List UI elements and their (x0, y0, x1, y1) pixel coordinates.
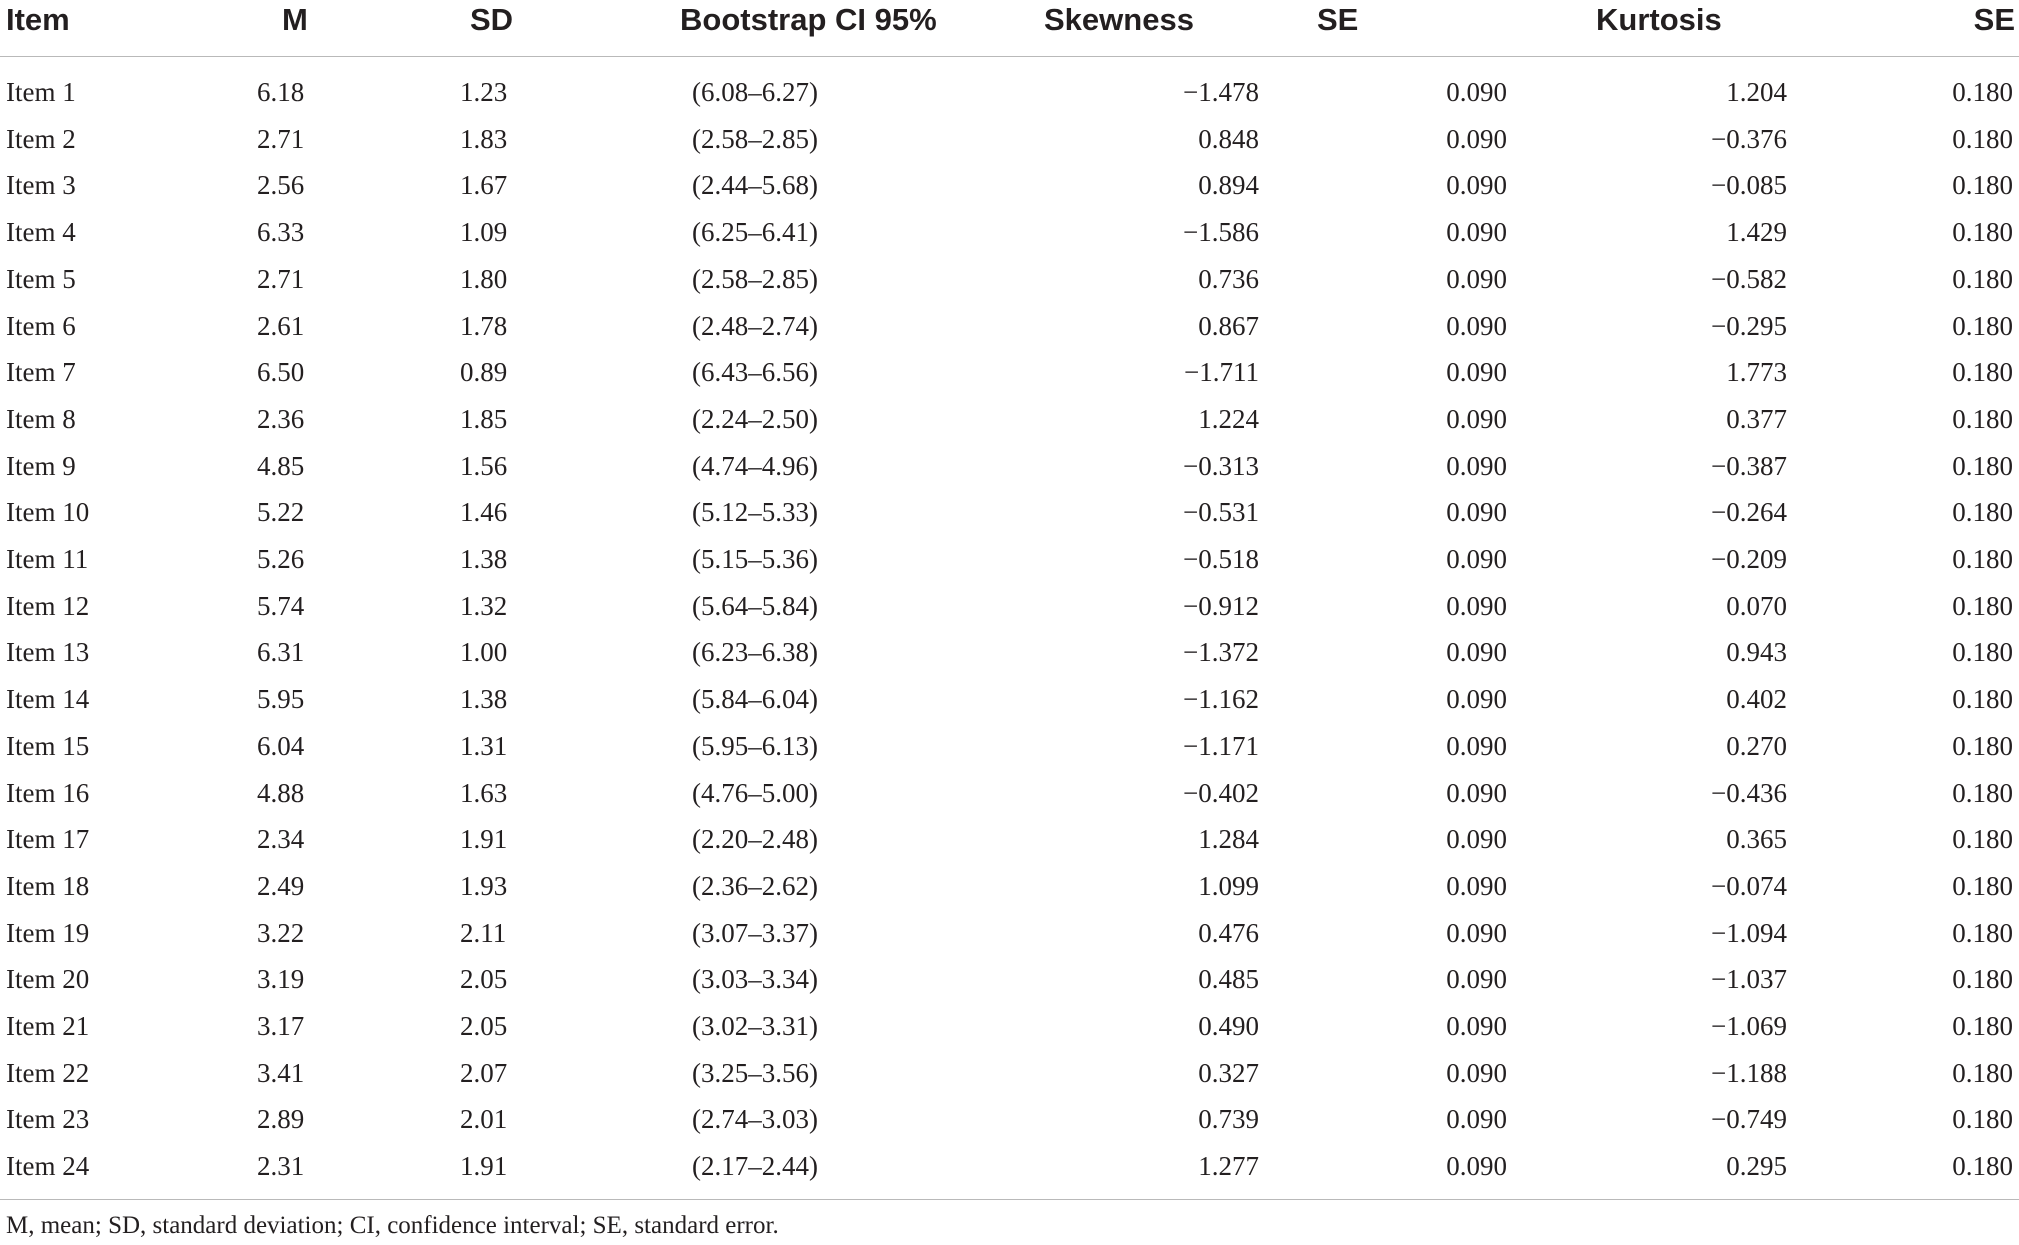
table-row (0, 536, 2019, 583)
cell-bootstrap-ci: (3.03–3.34) (692, 964, 818, 995)
cell-mean: 2.89 (257, 1104, 305, 1135)
cell-se-skewness: 0.090 (1446, 1151, 1507, 1182)
cell-sd: 1.80 (460, 263, 508, 294)
header-item: Item (0, 0, 210, 57)
cell-se-kurtosis: 0.180 (1952, 964, 2013, 995)
cell-se-skewness: 0.090 (1446, 684, 1507, 715)
cell-sd: 2.07 (460, 1057, 508, 1088)
table-row (0, 116, 2019, 163)
cell-kurtosis: −0.376 (1711, 123, 1787, 154)
cell-kurtosis: 0.070 (1726, 590, 1787, 621)
cell-kurtosis: 1.204 (1726, 77, 1787, 107)
cell-mean: 5.26 (257, 544, 305, 575)
cell-mean: 6.50 (257, 357, 305, 388)
header-kurtosis: Kurtosis (1519, 0, 1789, 57)
table-row (0, 863, 2019, 910)
cell-item: Item 20 (6, 964, 90, 995)
cell-bootstrap-ci: (4.74–4.96) (692, 450, 818, 481)
cell-se-kurtosis: 0.180 (1952, 77, 2013, 107)
cell-bootstrap-ci: (5.84–6.04) (692, 684, 818, 715)
cell-mean: 2.49 (257, 870, 305, 901)
cell-se-kurtosis: 0.180 (1952, 1057, 2013, 1088)
cell-item: Item 12 (6, 590, 90, 621)
header-se-kurtosis: SE (1789, 0, 2019, 57)
cell-se-kurtosis: 0.180 (1952, 684, 2013, 715)
cell-mean: 3.17 (257, 1011, 305, 1042)
cell-se-skewness: 0.090 (1446, 824, 1507, 855)
cell-se-kurtosis: 0.180 (1952, 497, 2013, 528)
cell-skewness: −1.711 (1184, 357, 1259, 388)
table-row (0, 1096, 2019, 1143)
table-row (0, 303, 2019, 350)
cell-se-kurtosis: 0.180 (1952, 1151, 2013, 1182)
cell-bootstrap-ci: (5.12–5.33) (692, 497, 818, 528)
cell-kurtosis: −0.264 (1711, 497, 1787, 528)
cell-se-kurtosis: 0.180 (1952, 870, 2013, 901)
cell-mean: 2.71 (257, 123, 305, 154)
cell-item: Item 10 (6, 497, 90, 528)
cell-kurtosis: 1.773 (1726, 357, 1787, 388)
cell-mean: 6.31 (257, 637, 305, 668)
cell-mean: 6.18 (257, 77, 305, 107)
table-row (0, 723, 2019, 770)
cell-se-skewness: 0.090 (1446, 637, 1507, 668)
cell-se-skewness: 0.090 (1446, 1057, 1507, 1088)
cell-se-kurtosis: 0.180 (1952, 170, 2013, 201)
table-row (0, 396, 2019, 443)
cell-skewness: 0.739 (1198, 1104, 1259, 1135)
cell-se-kurtosis: 0.180 (1952, 777, 2013, 808)
cell-mean: 2.56 (257, 170, 305, 201)
cell-bootstrap-ci: (2.20–2.48) (692, 824, 818, 855)
cell-item: Item 7 (6, 357, 76, 388)
cell-item: Item 19 (6, 917, 90, 948)
cell-kurtosis: −0.074 (1711, 870, 1787, 901)
cell-item: Item 15 (6, 730, 90, 761)
cell-kurtosis: 0.295 (1726, 1151, 1787, 1182)
cell-item: Item 11 (6, 544, 89, 575)
cell-kurtosis: 0.377 (1726, 403, 1787, 434)
cell-skewness: −0.531 (1183, 497, 1259, 528)
cell-mean: 2.31 (257, 1151, 305, 1182)
cell-se-skewness: 0.090 (1446, 497, 1507, 528)
cell-se-kurtosis: 0.180 (1952, 357, 2013, 388)
table-row (0, 1003, 2019, 1050)
cell-bootstrap-ci: (2.24–2.50) (692, 403, 818, 434)
cell-skewness: −1.586 (1183, 217, 1259, 248)
table-row (0, 956, 2019, 1003)
cell-kurtosis: −0.582 (1711, 263, 1787, 294)
cell-item: Item 13 (6, 637, 90, 668)
cell-mean: 2.61 (257, 310, 305, 341)
cell-se-kurtosis: 0.180 (1952, 123, 2013, 154)
cell-sd: 1.38 (460, 684, 508, 715)
cell-item: Item 1 (6, 77, 76, 107)
cell-item: Item 6 (6, 310, 76, 341)
header-mean: M (210, 0, 390, 57)
cell-skewness: −1.372 (1183, 637, 1259, 668)
cell-bootstrap-ci: (3.25–3.56) (692, 1057, 818, 1088)
cell-se-skewness: 0.090 (1446, 450, 1507, 481)
cell-se-skewness: 0.090 (1446, 263, 1507, 294)
cell-skewness: 0.327 (1198, 1057, 1259, 1088)
cell-bootstrap-ci: (5.95–6.13) (692, 730, 818, 761)
table-row (0, 1050, 2019, 1097)
cell-kurtosis: −0.209 (1711, 544, 1787, 575)
cell-sd: 1.31 (460, 730, 508, 761)
cell-kurtosis: −0.436 (1711, 777, 1787, 808)
cell-sd: 1.32 (460, 590, 508, 621)
cell-item: Item 16 (6, 777, 90, 808)
cell-bootstrap-ci: (2.17–2.44) (692, 1151, 818, 1182)
cell-se-kurtosis: 0.180 (1952, 450, 2013, 481)
cell-bootstrap-ci: (6.08–6.27) (692, 77, 818, 107)
cell-se-skewness: 0.090 (1446, 544, 1507, 575)
cell-bootstrap-ci: (4.76–5.00) (692, 777, 818, 808)
cell-se-kurtosis: 0.180 (1952, 917, 2013, 948)
table-row (0, 816, 2019, 863)
cell-se-kurtosis: 0.180 (1952, 217, 2013, 248)
cell-kurtosis: −1.188 (1711, 1057, 1787, 1088)
table-header (0, 0, 2019, 57)
cell-mean: 2.36 (257, 403, 305, 434)
cell-bootstrap-ci: (5.64–5.84) (692, 590, 818, 621)
cell-se-skewness: 0.090 (1446, 870, 1507, 901)
cell-kurtosis: −1.037 (1711, 964, 1787, 995)
cell-item: Item 22 (6, 1057, 90, 1088)
cell-kurtosis: −0.295 (1711, 310, 1787, 341)
cell-sd: 1.67 (460, 170, 508, 201)
cell-bootstrap-ci: (3.02–3.31) (692, 1011, 818, 1042)
cell-mean: 5.22 (257, 497, 305, 528)
cell-se-kurtosis: 0.180 (1952, 1104, 2013, 1135)
cell-mean: 3.19 (257, 964, 305, 995)
cell-bootstrap-ci: (2.44–5.68) (692, 170, 818, 201)
cell-sd: 0.89 (460, 357, 508, 388)
cell-sd: 1.91 (460, 824, 508, 855)
cell-se-skewness: 0.090 (1446, 310, 1507, 341)
cell-item: Item 2 (6, 123, 76, 154)
cell-sd: 1.09 (460, 217, 508, 248)
cell-bootstrap-ci: (6.25–6.41) (692, 217, 818, 248)
cell-kurtosis: −0.387 (1711, 450, 1787, 481)
cell-se-skewness: 0.090 (1446, 1104, 1507, 1135)
cell-se-skewness: 0.090 (1446, 170, 1507, 201)
cell-bootstrap-ci: (6.23–6.38) (692, 637, 818, 668)
cell-bootstrap-ci: (5.15–5.36) (692, 544, 818, 575)
cell-se-skewness: 0.090 (1446, 1011, 1507, 1042)
cell-skewness: 0.894 (1198, 170, 1259, 201)
table-body (0, 57, 2019, 1190)
table-row (0, 770, 2019, 817)
cell-se-kurtosis: 0.180 (1952, 730, 2013, 761)
cell-sd: 1.83 (460, 123, 508, 154)
cell-kurtosis: 0.402 (1726, 684, 1787, 715)
table-row (0, 910, 2019, 957)
cell-se-kurtosis: 0.180 (1952, 403, 2013, 434)
cell-skewness: 1.224 (1198, 403, 1259, 434)
cell-mean: 6.33 (257, 217, 305, 248)
cell-bootstrap-ci: (2.48–2.74) (692, 310, 818, 341)
cell-mean: 4.85 (257, 450, 305, 481)
table-footnote: M, mean; SD, standard deviation; CI, confidence interval; SE, standard error. (6, 1212, 779, 1239)
cell-bootstrap-ci: (6.43–6.56) (692, 357, 818, 388)
table-row (0, 57, 2019, 116)
cell-skewness: −1.162 (1183, 684, 1259, 715)
cell-se-kurtosis: 0.180 (1952, 1011, 2013, 1042)
header-sd: SD (390, 0, 610, 57)
cell-kurtosis: −0.749 (1711, 1104, 1787, 1135)
cell-sd: 1.46 (460, 497, 508, 528)
cell-mean: 6.04 (257, 730, 305, 761)
table-row (0, 256, 2019, 303)
cell-se-skewness: 0.090 (1446, 777, 1507, 808)
table-row (0, 629, 2019, 676)
cell-skewness: −1.171 (1183, 730, 1259, 761)
cell-se-kurtosis: 0.180 (1952, 824, 2013, 855)
table-row (0, 443, 2019, 490)
cell-sd: 2.01 (460, 1104, 508, 1135)
cell-item: Item 4 (6, 217, 76, 248)
cell-sd: 2.11 (460, 917, 507, 948)
table-row (0, 1143, 2019, 1190)
cell-item: Item 18 (6, 870, 90, 901)
cell-sd: 1.85 (460, 403, 508, 434)
cell-mean: 5.95 (257, 684, 305, 715)
cell-item: Item 3 (6, 170, 76, 201)
cell-se-skewness: 0.090 (1446, 403, 1507, 434)
cell-kurtosis: −1.069 (1711, 1011, 1787, 1042)
cell-sd: 1.23 (460, 77, 508, 107)
cell-bootstrap-ci: (3.07–3.37) (692, 917, 818, 948)
cell-se-kurtosis: 0.180 (1952, 590, 2013, 621)
cell-sd: 1.93 (460, 870, 508, 901)
cell-skewness: −0.912 (1183, 590, 1259, 621)
cell-skewness: 0.848 (1198, 123, 1259, 154)
cell-skewness: 1.284 (1198, 824, 1259, 855)
cell-kurtosis: −1.094 (1711, 917, 1787, 948)
cell-item: Item 17 (6, 824, 90, 855)
cell-se-skewness: 0.090 (1446, 590, 1507, 621)
cell-se-kurtosis: 0.180 (1952, 263, 2013, 294)
cell-sd: 1.63 (460, 777, 508, 808)
cell-se-skewness: 0.090 (1446, 217, 1507, 248)
cell-item: Item 9 (6, 450, 76, 481)
cell-se-kurtosis: 0.180 (1952, 637, 2013, 668)
cell-se-kurtosis: 0.180 (1952, 310, 2013, 341)
cell-mean: 4.88 (257, 777, 305, 808)
cell-item: Item 23 (6, 1104, 90, 1135)
cell-item: Item 14 (6, 684, 90, 715)
cell-kurtosis: 1.429 (1726, 217, 1787, 248)
cell-mean: 2.34 (257, 824, 305, 855)
table-row (0, 676, 2019, 723)
cell-mean: 2.71 (257, 263, 305, 294)
cell-item: Item 21 (6, 1011, 90, 1042)
cell-bootstrap-ci: (2.58–2.85) (692, 263, 818, 294)
table-row (0, 162, 2019, 209)
table-row (0, 349, 2019, 396)
cell-kurtosis: 0.270 (1726, 730, 1787, 761)
header-row (0, 0, 2019, 57)
cell-skewness: 0.736 (1198, 263, 1259, 294)
cell-se-skewness: 0.090 (1446, 964, 1507, 995)
cell-kurtosis: 0.365 (1726, 824, 1787, 855)
header-skewness: Skewness (994, 0, 1259, 57)
cell-skewness: −1.478 (1183, 77, 1259, 107)
table-row (0, 583, 2019, 630)
cell-item: Item 5 (6, 263, 76, 294)
cell-se-skewness: 0.090 (1446, 730, 1507, 761)
cell-sd: 1.38 (460, 544, 508, 575)
cell-bootstrap-ci: (2.36–2.62) (692, 870, 818, 901)
cell-skewness: 0.490 (1198, 1011, 1259, 1042)
cell-se-skewness: 0.090 (1446, 357, 1507, 388)
cell-se-kurtosis: 0.180 (1952, 544, 2013, 575)
cell-kurtosis: −0.085 (1711, 170, 1787, 201)
cell-sd: 2.05 (460, 964, 508, 995)
cell-sd: 1.91 (460, 1151, 508, 1182)
cell-se-skewness: 0.090 (1446, 917, 1507, 948)
cell-se-skewness: 0.090 (1446, 123, 1507, 154)
table-bottom-rule (0, 1199, 2019, 1200)
cell-sd: 1.78 (460, 310, 508, 341)
cell-skewness: 0.476 (1198, 917, 1259, 948)
cell-kurtosis: 0.943 (1726, 637, 1787, 668)
cell-skewness: 0.485 (1198, 964, 1259, 995)
cell-sd: 1.56 (460, 450, 508, 481)
table-row (0, 489, 2019, 536)
cell-mean: 3.41 (257, 1057, 305, 1088)
cell-skewness: 1.099 (1198, 870, 1259, 901)
cell-mean: 5.74 (257, 590, 305, 621)
cell-skewness: −0.402 (1183, 777, 1259, 808)
cell-se-skewness: 0.090 (1446, 77, 1507, 107)
cell-skewness: 0.867 (1198, 310, 1259, 341)
table-row (0, 209, 2019, 256)
cell-skewness: −0.313 (1183, 450, 1259, 481)
header-se-skewness: SE (1259, 0, 1519, 57)
cell-mean: 3.22 (257, 917, 305, 948)
cell-sd: 2.05 (460, 1011, 508, 1042)
cell-bootstrap-ci: (2.58–2.85) (692, 123, 818, 154)
cell-item: Item 24 (6, 1151, 90, 1182)
cell-skewness: −0.518 (1183, 544, 1259, 575)
cell-skewness: 1.277 (1198, 1151, 1259, 1182)
cell-bootstrap-ci: (2.74–3.03) (692, 1104, 818, 1135)
cell-item: Item 8 (6, 403, 76, 434)
header-bootstrap-ci: Bootstrap CI 95% (610, 0, 994, 57)
cell-sd: 1.00 (460, 637, 508, 668)
